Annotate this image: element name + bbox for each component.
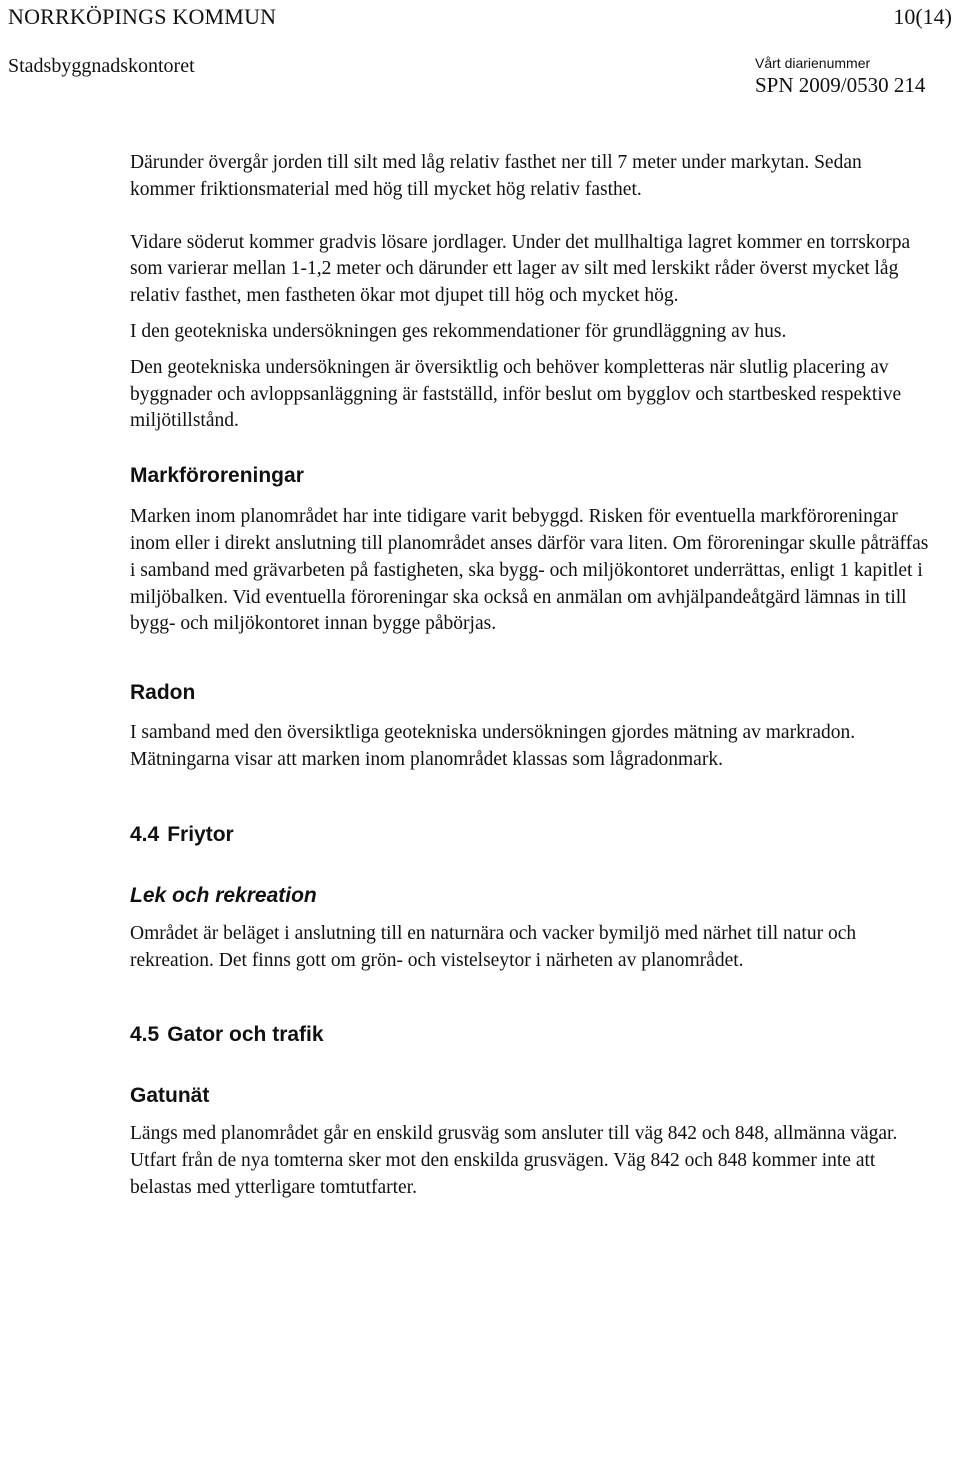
paragraph: Längs med planområdet går en enskild grusväg som ansluter till väg 842 och 848, allmänna vägar. Utfart från de nya tomterna sker mot den enskilda grusvägen. Väg 842 och 848 kommer inte att belastas med ytterligare tomtutfarter. [130,1123,898,1198]
paragraph: I samband med den översiktliga geotekniska undersökningen gjordes mätning av markradon. Mätningarna visar att marken inom planområdet klassas som lågradonmark. [130,722,856,770]
section-number: 4.5 [130,1023,160,1047]
section-heading-4-4 [130,822,930,848]
paragraph: I den geotekniska undersökningen ges rekommendationer för grundläggning av hus. [130,320,787,342]
section-title: Gator och trafik [167,1023,324,1047]
office-name: Stadsbyggnadskontoret [8,55,195,77]
paragraph: Marken inom planområdet har inte tidigare varit bebyggd. Risken för eventuella markföroreningar inom eller i direkt anslutning till planområdet anses därför vara liten. Om föroreningar skulle påträffas i samband med grävarbeten på fastigheten, ska bygg- och miljökontoret underrättas, enligt 1 kapitlet i miljöbalken. Vid eventuella föroreningar ska också en anmälan om avhjälpandeåtgärd lämnas in till bygg- och miljökontoret innan bygge påbörjas. [130,506,929,635]
section-heading-4-5 [130,1022,930,1048]
subheading-gatunat: Gatunät [130,1084,210,1108]
subheading-lek-och-rekreation: Lek och rekreation [130,883,317,907]
reference-label: Vårt diarienummer [755,55,871,71]
paragraph: Vidare söderut kommer gradvis lösare jordlager. Under det mullhaltiga lagret kommer en torrskorpa som varierar mellan 1-1,2 meter och därunder ett lager av silt med lerskikt råder överst mycket låg relativ fasthet, men fastheten ökar mot djupet till hög och mycket hög. [130,231,911,307]
section-title: Friytor [167,822,234,846]
reference-number: SPN 2009/0530 214 [755,73,926,97]
paragraph: Därunder övergår jorden till silt med låg relativ fasthet ner till 7 meter under markytan. Sedan kommer friktionsmaterial med hög till mycket hög relativ fasthet. [130,152,862,200]
document-body [130,150,930,1202]
paragraph: Området är beläget i anslutning till en naturnära och vacker bymiljö med närhet till natur och rekreation. Det finns gott om grön- och vistelseytor i närheten av planområdet. [130,922,857,971]
paragraph: Den geotekniska undersökningen är översiktlig och behöver kompletteras när slutlig placering av byggnader och avloppsanläggning är fastställd, inför beslut om bygglov och startbesked respektive miljötillstånd. [130,356,902,432]
organization-name: NORRKÖPINGS KOMMUN [8,4,277,29]
subheading-markfororeningar: Markföroreningar [130,464,304,488]
page-number: 10(14) [893,4,952,29]
subheading-radon: Radon [130,681,196,705]
section-number: 4.4 [130,822,160,846]
